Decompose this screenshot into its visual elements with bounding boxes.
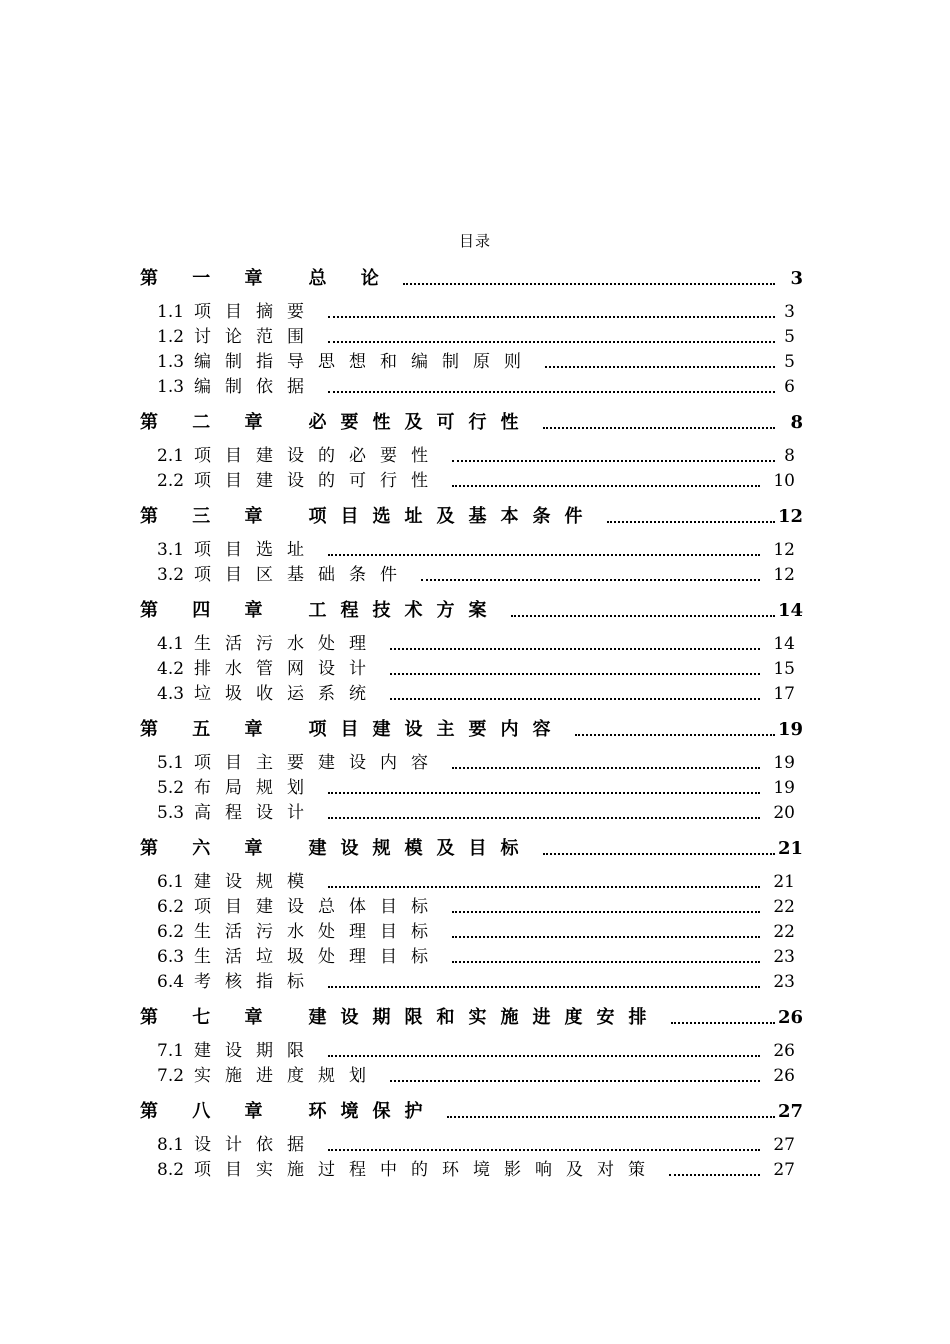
toc-entry-text: 项目建设的可行性: [194, 471, 443, 491]
toc-entry-label: [157, 444, 442, 469]
toc-section-entry[interactable]: [0, 751, 950, 776]
toc-entry-number: 1.2: [157, 327, 185, 347]
dot-leader: [669, 1174, 760, 1176]
toc-page-number: 19: [773, 778, 795, 798]
toc-entry-text: 项目实施过程中的环境影响及对策: [194, 1160, 660, 1180]
toc-entry-number: 3.1: [157, 540, 185, 560]
dot-leader: [671, 1022, 775, 1024]
toc-section-entry[interactable]: [0, 325, 950, 350]
toc-section-entry[interactable]: [0, 632, 950, 657]
toc-entry-number: 1.3: [157, 377, 185, 397]
toc-page-number: 3: [784, 302, 795, 322]
toc-page-number: 26: [773, 1041, 795, 1061]
toc-page-number: 20: [773, 803, 795, 823]
toc-list: [0, 262, 950, 1183]
toc-entry-text: 项目区基础条件: [194, 565, 412, 585]
toc-page-number: 15: [773, 659, 795, 679]
toc-page-number: 22: [773, 897, 795, 917]
toc-chapter-entry[interactable]: [0, 1095, 950, 1129]
dot-leader: [452, 961, 760, 963]
toc-section-entry[interactable]: [0, 350, 950, 375]
dot-leader: [328, 391, 775, 393]
toc-entry-text: 实施进度规划: [194, 1066, 381, 1086]
toc-entry-number: 1.3: [157, 352, 185, 372]
toc-entry-text: 考核指标: [194, 972, 319, 992]
toc-page-number: 12: [773, 540, 795, 560]
dot-leader: [328, 341, 775, 343]
toc-entry-number: 2.2: [157, 471, 185, 491]
toc-page-number: 23: [773, 972, 795, 992]
toc-entry-label: [157, 469, 442, 494]
toc-entry-label: [157, 350, 535, 375]
toc-chapter-entry[interactable]: [0, 406, 950, 440]
toc-section-entry[interactable]: [0, 970, 950, 995]
dot-leader: [390, 648, 760, 650]
toc-entry-number: 6.3: [157, 947, 185, 967]
dot-leader: [328, 554, 760, 556]
toc-section-entry[interactable]: [0, 1133, 950, 1158]
toc-section-entry[interactable]: [0, 895, 950, 920]
toc-page-number: 17: [773, 684, 795, 704]
toc-entry-text: 讨论范围: [194, 327, 319, 347]
dot-leader: [575, 734, 775, 736]
toc-page-number: 23: [773, 947, 795, 967]
toc-entry-text: 编制依据: [194, 377, 319, 397]
toc-page-number: 10: [773, 471, 795, 491]
toc-entry-number: 6.4: [157, 972, 185, 992]
toc-entry-number: 3.2: [157, 565, 185, 585]
toc-entry-text: 设计依据: [194, 1135, 319, 1155]
toc-section-entry[interactable]: [0, 776, 950, 801]
toc-page-number: 8: [790, 412, 803, 433]
dot-leader: [452, 485, 760, 487]
toc-entry-number: 7.1: [157, 1041, 185, 1061]
dot-leader: [328, 1149, 760, 1151]
toc-entry-label: 第 四 章 工程技术方案: [140, 600, 501, 621]
toc-entry-label: [157, 870, 318, 895]
toc-entry-text: 项目主要建设内容: [194, 753, 443, 773]
toc-entry-label: [157, 632, 380, 657]
dot-leader: [390, 1080, 760, 1082]
toc-page-number: 27: [773, 1135, 795, 1155]
toc-chapter-entry[interactable]: [0, 713, 950, 747]
dot-leader: [328, 316, 775, 318]
toc-page-number: 14: [777, 600, 803, 621]
toc-entry-text: 项目选址: [194, 540, 319, 560]
dot-leader: [607, 521, 775, 523]
dot-leader: [545, 366, 775, 368]
toc-entry-text: 项目建设总体目标: [194, 897, 443, 917]
toc-entry-label: 第 七 章 建设期限和实施进度安排: [140, 1007, 661, 1028]
toc-section-entry[interactable]: [0, 300, 950, 325]
toc-entry-label: [157, 538, 318, 563]
toc-page-number: 27: [777, 1101, 803, 1122]
dot-leader: [328, 817, 760, 819]
toc-entry-label: [157, 1133, 318, 1158]
toc-section-entry[interactable]: [0, 1039, 950, 1064]
toc-page-number: 21: [777, 838, 803, 859]
toc-entry-label: [157, 325, 318, 350]
toc-entry-label: [157, 563, 411, 588]
toc-page-number: 5: [784, 352, 795, 372]
toc-entry-text: 生活污水处理: [194, 634, 381, 654]
toc-chapter-entry[interactable]: [0, 594, 950, 628]
toc-entry-label: [157, 970, 318, 995]
toc-entry-label: [157, 895, 442, 920]
toc-chapter-entry[interactable]: [0, 500, 950, 534]
toc-entry-label: [157, 1158, 659, 1183]
toc-page-number: 19: [773, 753, 795, 773]
toc-entry-number: 4.1: [157, 634, 185, 654]
toc-entry-number: 6.1: [157, 872, 185, 892]
toc-section-entry[interactable]: [0, 920, 950, 945]
toc-section-entry[interactable]: [0, 657, 950, 682]
dot-leader: [511, 615, 775, 617]
toc-entry-label: 第 一 章 总 论: [140, 268, 393, 289]
toc-page-number: 12: [777, 506, 803, 527]
toc-page-number: 21: [773, 872, 795, 892]
toc-entry-label: 第 二 章 必要性及可行性: [140, 412, 533, 433]
toc-entry-text: 项目建设的必要性: [194, 446, 443, 466]
toc-entry-text: 项目摘要: [194, 302, 319, 322]
toc-page-number: 26: [777, 1007, 803, 1028]
toc-chapter-entry[interactable]: [0, 832, 950, 866]
toc-section-entry[interactable]: [0, 682, 950, 707]
toc-title: 目录: [458, 232, 491, 250]
toc-chapter-entry[interactable]: [0, 1001, 950, 1035]
toc-entry-text: 垃圾收运系统: [194, 684, 381, 704]
toc-entry-number: 6.2: [157, 922, 185, 942]
toc-entry-text: 高程设计: [194, 803, 319, 823]
dot-leader: [452, 460, 775, 462]
toc-entry-label: [157, 945, 442, 970]
toc-entry-number: 4.3: [157, 684, 185, 704]
toc-entry-text: 编制指导思想和编制原则: [194, 352, 536, 372]
toc-page-number: 3: [790, 268, 803, 289]
toc-chapter-entry[interactable]: [0, 262, 950, 296]
toc-section-entry[interactable]: [0, 563, 950, 588]
toc-entry-label: 第 三 章 项目选址及基本条件: [140, 506, 597, 527]
toc-page-number: 14: [773, 634, 795, 654]
toc-section-entry[interactable]: [0, 801, 950, 826]
dot-leader: [390, 698, 760, 700]
toc-entry-number: 4.2: [157, 659, 185, 679]
toc-entry-number: 5.2: [157, 778, 185, 798]
toc-entry-text: 生活污水处理目标: [194, 922, 443, 942]
toc-page-number: 22: [773, 922, 795, 942]
toc-entry-text: 建设期限: [194, 1041, 319, 1061]
dot-leader: [403, 283, 775, 285]
toc-page-number: 8: [784, 446, 795, 466]
toc-entry-label: 第 八 章 环境保护: [140, 1101, 437, 1122]
toc-entry-text: 生活垃圾处理目标: [194, 947, 443, 967]
dot-leader: [447, 1116, 775, 1118]
dot-leader: [543, 853, 775, 855]
toc-entry-label: [157, 1064, 380, 1089]
toc-page-number: 12: [773, 565, 795, 585]
toc-entry-number: 2.1: [157, 446, 185, 466]
toc-entry-number: 5.1: [157, 753, 185, 773]
toc-entry-label: [157, 1039, 318, 1064]
toc-page-number: 5: [784, 327, 795, 347]
toc-section-entry[interactable]: [0, 538, 950, 563]
toc-section-entry[interactable]: [0, 375, 950, 400]
toc-entry-number: 8.1: [157, 1135, 185, 1155]
toc-section-entry[interactable]: [0, 1158, 950, 1183]
toc-section-entry[interactable]: [0, 1064, 950, 1089]
toc-entry-label: 第 六 章 建设规模及目标: [140, 838, 533, 859]
toc-entry-label: [157, 375, 318, 400]
dot-leader: [452, 911, 760, 913]
dot-leader: [452, 767, 760, 769]
toc-entry-label: [157, 920, 442, 945]
dot-leader: [328, 986, 760, 988]
toc-entry-number: 5.3: [157, 803, 185, 823]
dot-leader: [328, 886, 760, 888]
toc-entry-label: 第 五 章 项目建设主要内容: [140, 719, 565, 740]
dot-leader: [543, 427, 775, 429]
dot-leader: [390, 673, 760, 675]
toc-entry-text: 布局规划: [194, 778, 319, 798]
toc-entry-number: 7.2: [157, 1066, 185, 1086]
toc-entry-label: [157, 300, 318, 325]
dot-leader: [328, 792, 760, 794]
toc-entry-label: [157, 801, 318, 826]
toc-entry-number: 6.2: [157, 897, 185, 917]
toc-page-number: 27: [773, 1160, 795, 1180]
toc-entry-text: 建设规模: [194, 872, 319, 892]
dot-leader: [328, 1055, 760, 1057]
toc-entry-label: [157, 776, 318, 801]
toc-entry-label: [157, 751, 442, 776]
dot-leader: [452, 936, 760, 938]
toc-section-entry[interactable]: [0, 945, 950, 970]
toc-section-entry[interactable]: [0, 469, 950, 494]
dot-leader: [421, 579, 760, 581]
toc-section-entry[interactable]: [0, 870, 950, 895]
toc-entry-text: 排水管网设计: [194, 659, 381, 679]
toc-page-number: 26: [773, 1066, 795, 1086]
toc-section-entry[interactable]: [0, 444, 950, 469]
toc-entry-label: [157, 682, 380, 707]
toc-entry-number: 1.1: [157, 302, 185, 322]
toc-entry-label: [157, 657, 380, 682]
toc-page-number: 19: [777, 719, 803, 740]
toc-entry-number: 8.2: [157, 1160, 185, 1180]
toc-page-number: 6: [784, 377, 795, 397]
